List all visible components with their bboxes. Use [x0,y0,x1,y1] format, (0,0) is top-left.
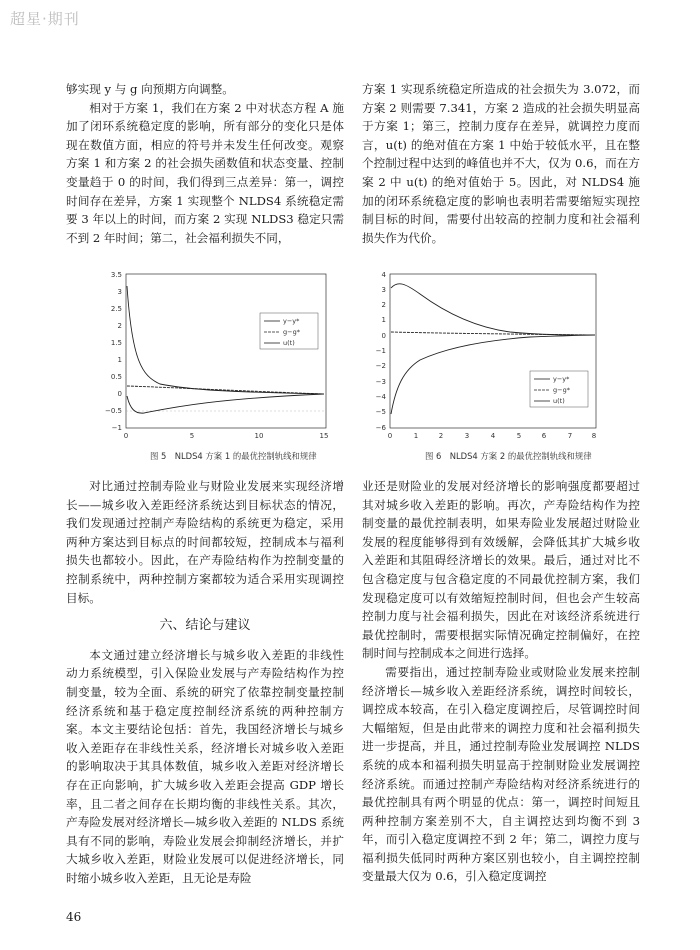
figure-6-y-ticks [376,271,387,432]
legend-label: y−y* [553,375,570,383]
paragraph: 够实现 y 与 g 向预期方向调整。 [66,82,234,96]
y-tick-label: 1 [117,356,122,364]
x-tick-label: 8 [591,432,597,440]
x-tick-label: 3 [464,432,470,440]
x-tick-label: 7 [567,432,573,440]
figure-5-y-ticks [105,271,122,432]
x-tick-label: 0 [123,432,129,440]
x-tick-label: 10 [254,432,264,440]
y-tick-label: 4 [381,271,386,279]
figure-6-svg [370,266,610,446]
plot-frame [126,274,326,428]
legend-label: u(t) [283,339,295,347]
figure-6-plot [370,266,610,446]
right-column-top [362,80,640,247]
figure-6-x-ticks [388,432,596,440]
y-tick-label: 3.5 [110,271,122,279]
journal-watermark: 超星·期刊 [10,10,80,28]
x-tick-label: 6 [541,432,547,440]
figure-5-x-ticks [124,432,329,440]
legend-label: g−g* [553,386,570,394]
y-tick-label: −1 [111,424,122,432]
paragraph: 业还是财险业的发展对经济增长的影响强度都要超过其对城乡收入差距的影响。再次，产寿险结构作为控制变量的最优控制表明，如果寿险业发展超过财险业发展的程度能够得到有效缓解，会降低其扩大城乡收入差距和其阻碍经济增长的效果。最后，通过对比不包含稳定度与包含稳定度的不同最优控制方案，我们发现稳定度可以有效缩短控制时间，但也会产生较高控制力度与社会福利损失，因此在对该经济系统进行最优控制时，需要根据实际情况确定控制偏好，在控制时间与控制成本之间进行选择。 [362,479,640,661]
figure-6-caption: 图 6 NLDS4 方案 2 的最优控制轨线和规律 [425,451,592,461]
figure-5-axes [126,274,326,428]
series-u-line [127,394,324,413]
paragraph: 对比通过控制寿险业与财险业发展来实现经济增长——城乡收入差距经济系统达到目标状态的情况，我们发现通过控制产寿险结构的系统更为稳定，采用两种方案达到目标点的时间都较短，控制成本与福利损失也都较小。因此，在产寿险结构作为控制变量的控制系统中，两种控制方案都较为适合采用实现调控目标。 [66,479,344,605]
y-tick-label: 2 [117,322,122,330]
y-tick-label: 3 [381,286,386,294]
y-tick-label: −0.5 [105,407,122,415]
y-tick-label: −5 [375,408,386,416]
y-tick-label: 0.5 [110,373,122,381]
y-tick-label: −2 [375,362,386,370]
figure-5-svg [100,266,340,446]
paragraph: 相对于方案 1，我们在方案 2 中对状态方程 A 施加了闭环系统稳定度的影响，所有部分的变化只是体现在数值方面，相应的符号并未发生任何改变。观察方案 1 和方案 2 的社会损失函数值和状态变量、控制变量趋于 0 的时间，我们得到三点差异：第一，调控时间存在差异，方案 1 实现整个 NLDS4 系统稳定需要 3 年以上的时间，而方案 2 实现 NLDS3 稳定只需不到 2 年时间；第二，社会福利损失不同， [66,100,344,245]
figure-5-caption: 图 5 NLDS4 方案 1 的最优控制轨线和规律 [150,451,317,461]
x-tick-label: 2 [438,432,444,440]
x-tick-label: 0 [387,432,393,440]
legend-label: u(t) [553,397,565,405]
page-number: 46 [66,910,82,924]
x-tick-label: 5 [189,432,195,440]
series-g-line [391,332,595,335]
y-tick-label: 2.5 [110,305,122,313]
paragraph: 需要指出，通过控制寿险业或财险业发展来控制经济增长—城乡收入差距经济系统，调控时间较长，调控成本较高，在引入稳定度调控后，尽管调控时间大幅缩短，但是由此带来的调控力度和社会福利损失进一步提高，并且，通过控制寿险业发展调控 NLDS 系统的成本和福利损失明显高于控制财险业发展调控经济系统。而通过控制产寿险结构对经济系统进行的最优控制具有两个明显的优点：第一，调控时间短且两种控制方案差别不大，自主调控达到均衡不到 3 年，而引入稳定度调控不到 2 年；第二，调控力度与福利损失低同时两种方案区别也较小，自主调控控制变量最大仅为 0.6，引入稳定度调控 [362,664,640,884]
figure-5-plot [100,266,340,446]
right-column-bottom [362,477,640,886]
y-tick-label: 3 [117,288,122,296]
paragraph: 本文通过建立经济增长与城乡收入差距的非线性动力系统模型，引入保险业发展与产寿险结构作为控制变量，较为全面、系统的研究了依靠控制变量控制经济系统和基于稳定度控制经济系统的两种控制方案。本文主要结论包括：首先，我国经济增长与城乡收入差距存在非线性关系，经济增长对城乡收入差距的影响取决于其具体数值，城乡收入差距对经济增长存在正向影响，扩大城乡收入差距会提高 GDP 增长率，且二者之间存在长期均衡的非线性关系。其次，产寿险发展对经济增长—城乡收入差距的 NLDS 系统具有不同的影响，寿险业发展会抑制经济增长，并扩大城乡收入差距，财险业发展可以促进经济增长，同时缩小城乡收入差距，且无论是寿险 [66,647,344,885]
x-tick-label: 15 [319,432,329,440]
y-tick-label: −1 [375,347,386,355]
figure-5-legend [260,313,318,349]
y-tick-label: −3 [375,378,386,386]
y-tick-label: 1 [381,316,386,324]
y-tick-label: 0 [381,332,386,340]
left-column-bottom [66,477,344,887]
paragraph: 方案 1 实现系统稳定所造成的社会损失为 3.072，而方案 2 则需要 7.341，方案 2 造成的社会损失明显高于方案 1；第三，控制力度存在差异，就调控力度而言，u(t) 的绝对值在方案 1 中始于较低水平，且在整个控制过程中达到的峰值也并不大，仅为 0.6，而在方案 2 中 u(t) 的绝对值始于 5。因此，对 NLDS4 施加的闭环系统稳定度的影响也表明若需要缩短实现控制目标的时间，需要付出较高的控制力度和社会福利损失作为代价。 [362,82,640,245]
section-heading: 六、结论与建议 [159,618,251,634]
y-tick-label: −6 [375,424,386,432]
y-tick-label: 2 [381,301,386,309]
legend-label: g−g* [283,328,300,336]
left-column-top [66,80,344,247]
y-tick-label: 1.5 [110,339,122,347]
y-tick-label: −4 [375,393,386,401]
x-tick-label: 5 [516,432,522,440]
y-tick-label: 0 [117,390,122,398]
x-tick-label: 1 [413,432,419,440]
series-g-line [127,386,324,394]
legend-label: y−y* [283,317,300,325]
x-tick-label: 4 [490,432,496,440]
figure-6-legend [530,371,588,407]
series-y-line [391,284,595,335]
